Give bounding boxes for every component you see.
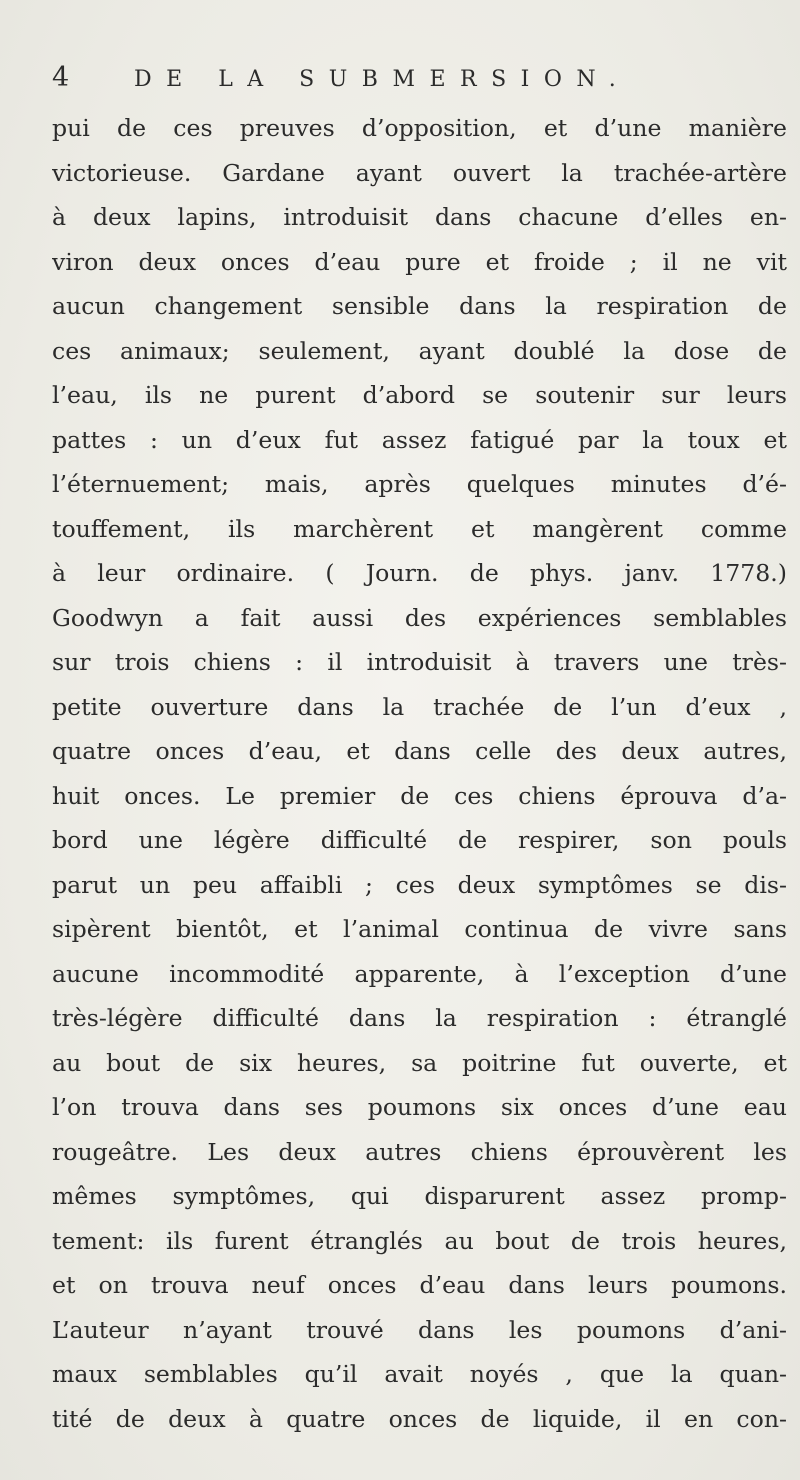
text-line: parut un peu affaibli ; ces deux symptômes se dis- — [52, 870, 787, 899]
text-line: aucun changement sensible dans la respiration de — [52, 292, 787, 320]
text-line: touffement, ils marchèrent et mangèrent comme — [52, 514, 787, 543]
text-line: tement: ils furent étranglés au bout de trois heures, — [52, 1226, 787, 1255]
text-line: mêmes symptômes, qui disparurent assez promp- — [52, 1182, 787, 1210]
text-line: huit onces. Le premier de ces chiens éprouva d’a- — [52, 781, 787, 810]
text-line: sur trois chiens : il introduisit à travers une très- — [52, 648, 787, 676]
body-text — [52, 106, 787, 1441]
text-line: L’auteur n’ayant trouvé dans les poumons d’ani- — [52, 1315, 787, 1344]
text-line: à leur ordinaire. ( Journ. de phys. janv. 1778.) — [52, 559, 787, 587]
text-line: viron deux onces d’eau pure et froide ; il ne vit — [52, 247, 787, 276]
text-line: victorieuse. Gardane ayant ouvert la trachée-artère — [52, 158, 787, 187]
text-line: rougeâtre. Les deux autres chiens éprouvèrent les — [52, 1137, 787, 1166]
text-line: quatre onces d’eau, et dans celle des deux autres, — [52, 737, 787, 765]
text-line: l’on trouva dans ses poumons six onces d’une eau — [52, 1093, 787, 1121]
text-line: aucune incommodité apparente, à l’exception d’une — [52, 959, 787, 988]
text-line: maux semblables qu’il avait noyés , que la quan- — [52, 1360, 787, 1388]
text-line: très-légère difficulté dans la respiration : étranglé — [52, 1004, 787, 1032]
text-line: au bout de six heures, sa poitrine fut ouverte, et — [52, 1048, 787, 1077]
text-line: pattes : un d’eux fut assez fatigué par la toux et — [52, 425, 787, 454]
page-header — [52, 62, 630, 102]
text-line: petite ouverture dans la trachée de l’un d’eux , — [52, 692, 787, 721]
running-head: DE LA SUBMERSION. — [134, 67, 631, 92]
text-line: sipèrent bientôt, et l’animal continua de vivre sans — [52, 915, 787, 943]
text-line: l’éternuement; mais, après quelques minutes d’é- — [52, 470, 787, 498]
text-line: et on trouva neuf onces d’eau dans leurs poumons. — [52, 1271, 787, 1299]
text-line: l’eau, ils ne purent d’abord se soutenir sur leurs — [52, 381, 787, 409]
text-line: ces animaux; seulement, ayant doublé la dose de — [52, 336, 787, 365]
text-line: tité de deux à quatre onces de liquide, il en con- — [52, 1404, 787, 1433]
text-line: pui de ces preuves d’opposition, et d’une manière — [52, 114, 787, 142]
page-number: 4 — [52, 62, 70, 93]
text-line: bord une légère difficulté de respirer, son pouls — [52, 826, 787, 854]
text-line: à deux lapins, introduisit dans chacune d’elles en- — [52, 203, 787, 231]
text-line: Goodwyn a fait aussi des expériences semblables — [52, 603, 787, 632]
